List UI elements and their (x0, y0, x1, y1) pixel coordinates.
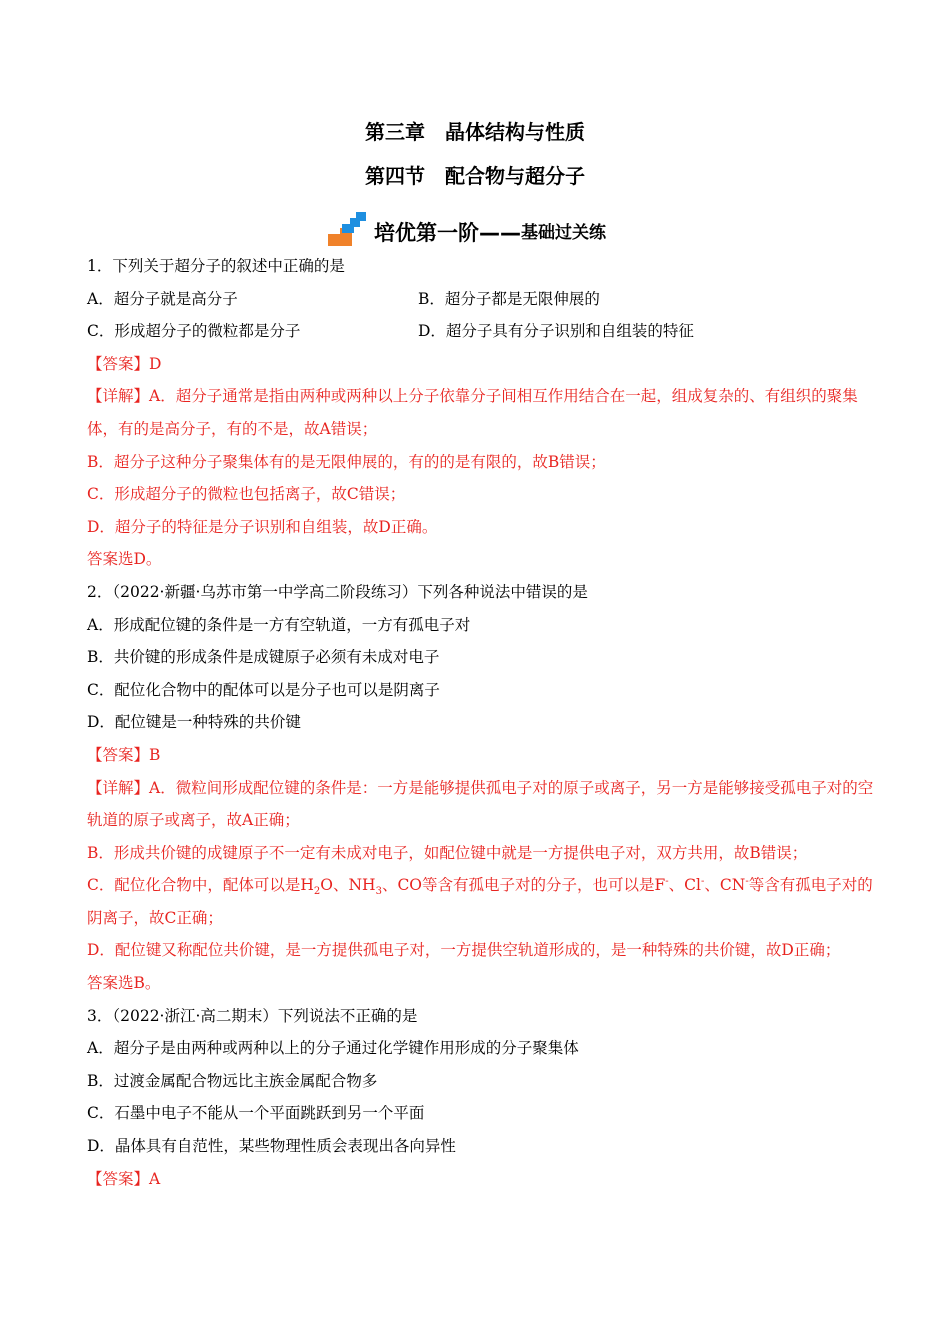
stairs-icon (328, 212, 368, 246)
q2-detail-c-part3: 、CO等含有孤电子对的分子，也可以是F (381, 876, 666, 895)
q2-detail-a-text: A．微粒间形成配位键的条件是：一方是能够提供孤电子对的原子或离子，另一方是能够接受孤电子对的空轨道的原子或离子，故A正确； (87, 778, 874, 830)
q2-option-c: C．配位化合物中的配体可以是分子也可以是阴离子 (87, 680, 440, 699)
q1-options-row2 (87, 315, 877, 348)
q2-answer: 【答案】B (87, 745, 161, 764)
q1-detail-a-text: A．超分子通常是指由两种或两种以上分子依靠分子间相互作用结合在一起，组成复杂的、有组织的聚集体，有的是高分子，有的不是，故A错误； (87, 387, 858, 438)
level-banner (328, 206, 606, 246)
q2-detail-c-sup2: - (700, 876, 705, 888)
q2-option-b: B．共价键的形成条件是成键原子必须有未成对电子 (87, 648, 440, 667)
q3-option-c: C．石墨中电子不能从一个平面跳跃到另一个平面 (87, 1104, 425, 1123)
q1-detail-b: B．超分子这种分子聚集体有的是无限伸展的，有的的是有限的，故B错误； (87, 452, 606, 471)
q2-detail-a (87, 772, 877, 837)
q2-stem: 2．（2022·新疆·乌苏市第一中学高二阶段练习）下列各种说法中错误的是 (87, 582, 588, 601)
q2-detail-c-sup3: - (745, 876, 749, 888)
q1-answer: 【答案】D (87, 354, 162, 373)
q1-options-row1 (87, 283, 877, 316)
q2-detail-label: 【详解】 (87, 778, 150, 797)
q1-conclusion: 答案选D。 (87, 550, 162, 569)
q1-option-c: C．形成超分子的微粒都是分子 (87, 322, 301, 341)
q2-option-a: A．形成配位键的条件是一方有空轨道，一方有孤电子对 (87, 615, 471, 634)
q2-conclusion: 答案选B。 (87, 974, 161, 993)
q3-answer: 【答案】A (87, 1169, 161, 1188)
section-title: 第四节 配合物与超分子 (365, 164, 585, 188)
q1-detail-a (87, 380, 877, 445)
q3-stem: 3．（2022·浙江·高二期末）下列说法不正确的是 (87, 1006, 418, 1025)
q3-option-b: B．过渡金属配合物远比主族金属配合物多 (87, 1071, 378, 1090)
q2-detail-c (87, 869, 877, 934)
q2-detail-c-part2: O、NH (320, 876, 376, 895)
q2-detail-c-part6: 等含有孤电子对的阴离子，故C正确； (87, 876, 873, 927)
banner-main-text: 培优第一阶 (374, 221, 479, 245)
q2-detail-c-part1: C．配位化合物中，配体可以是H (87, 876, 314, 895)
q2-detail-c-sub2: 3 (375, 886, 382, 898)
q2-option-d: D．配位键是一种特殊的共价键 (87, 713, 301, 732)
q2-detail-d: D．配位键又称配位共价键，是一方提供孤电子对，一方提供空轨道形成的，是一种特殊的共价键，故D正确； (87, 941, 841, 960)
q1-stem: 1．下列关于超分子的叙述中正确的是 (87, 257, 345, 275)
q1-option-a: A．超分子就是高分子 (87, 289, 238, 308)
q1-detail-d: D．超分子的特征是分子识别和自组装，故D正确。 (87, 517, 438, 536)
question-content (87, 250, 877, 1195)
q1-option-b: B．超分子都是无限伸展的 (418, 289, 600, 308)
q1-detail-label: 【详解】 (87, 387, 150, 406)
q1-detail-c: C．形成超分子的微粒也包括离子，故C错误； (87, 485, 406, 504)
q2-detail-c-sub1: 2 (313, 886, 321, 898)
banner-dash: —— (479, 221, 521, 245)
q2-detail-c-part4: 、Cl (668, 876, 701, 895)
q2-detail-b: B．形成共价键的成键原子不一定有未成对电子，如配位键中就是一方提供电子对，双方共用，故B错误； (87, 843, 808, 862)
banner-sub-text: 基础过关练 (521, 223, 606, 243)
q3-option-a: A．超分子是由两种或两种以上的分子通过化学键作用形成的分子聚集体 (87, 1039, 579, 1058)
q2-detail-c-sup1: - (665, 876, 669, 888)
chapter-title: 第三章 晶体结构与性质 (365, 120, 585, 144)
q1-option-d: D．超分子具有分子识别和自组装的特征 (418, 322, 694, 341)
q3-option-d: D．晶体具有自范性，某些物理性质会表现出各向异性 (87, 1137, 456, 1156)
q2-detail-c-part5: 、CN (704, 876, 746, 895)
